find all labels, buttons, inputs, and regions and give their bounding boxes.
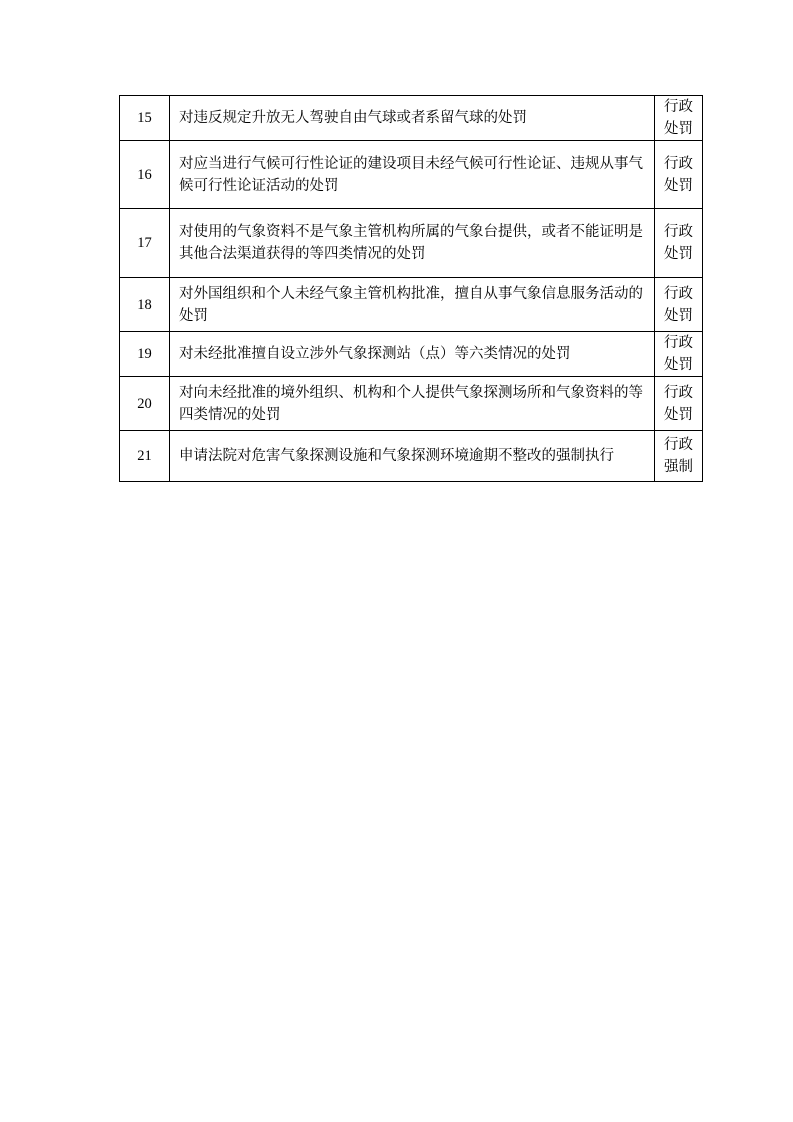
item-type-line2: 处罚 xyxy=(664,121,693,137)
item-type xyxy=(655,278,703,332)
table-row xyxy=(120,431,703,482)
item-type-line1: 行政 xyxy=(664,437,693,453)
item-type-line1: 行政 xyxy=(664,99,693,115)
items-table xyxy=(119,95,703,482)
item-type-line1: 行政 xyxy=(664,335,693,351)
table-row xyxy=(120,96,703,141)
item-description: 对未经批准擅自设立涉外气象探测站（点）等六类情况的处罚 xyxy=(170,332,655,377)
item-number: 17 xyxy=(120,209,170,278)
item-type-line1: 行政 xyxy=(664,155,693,172)
item-number: 18 xyxy=(120,278,170,332)
item-type-line1: 行政 xyxy=(664,224,693,240)
item-number: 21 xyxy=(120,431,170,482)
table-row xyxy=(120,332,703,377)
item-type-line2: 处罚 xyxy=(664,357,693,373)
item-type xyxy=(655,332,703,377)
item-type-line2: 强制 xyxy=(664,459,693,475)
item-type-line2: 处罚 xyxy=(664,406,693,423)
table-row xyxy=(120,278,703,332)
item-type-line2: 处罚 xyxy=(664,307,693,324)
item-type xyxy=(655,377,703,431)
item-description: 对向未经批准的境外组织、机构和个人提供气象探测场所和气象资料的等四类情况的处罚 xyxy=(170,377,655,431)
item-description: 对使用的气象资料不是气象主管机构所属的气象台提供，或者不能证明是其他合法渠道获得的等四类情况的处罚 xyxy=(170,209,655,278)
item-description: 对外国组织和个人未经气象主管机构批准，擅自从事气象信息服务活动的处罚 xyxy=(170,278,655,332)
item-number: 15 xyxy=(120,96,170,141)
item-type-line2: 处罚 xyxy=(664,246,693,262)
item-description: 对违反规定升放无人驾驶自由气球或者系留气球的处罚 xyxy=(170,96,655,141)
item-number: 16 xyxy=(120,141,170,209)
item-type-line2: 处罚 xyxy=(664,177,693,194)
item-type-line1: 行政 xyxy=(664,384,693,401)
table-row xyxy=(120,209,703,278)
item-number: 20 xyxy=(120,377,170,431)
item-type xyxy=(655,96,703,141)
table-row xyxy=(120,141,703,209)
item-number: 19 xyxy=(120,332,170,377)
item-description: 申请法院对危害气象探测设施和气象探测环境逾期不整改的强制执行 xyxy=(170,431,655,482)
item-type xyxy=(655,431,703,482)
table-row xyxy=(120,377,703,431)
item-type xyxy=(655,209,703,278)
item-type xyxy=(655,141,703,209)
item-type-line1: 行政 xyxy=(664,285,693,302)
item-description: 对应当进行气候可行性论证的建设项目未经气候可行性论证、违规从事气候可行性论证活动的处罚 xyxy=(170,141,655,209)
